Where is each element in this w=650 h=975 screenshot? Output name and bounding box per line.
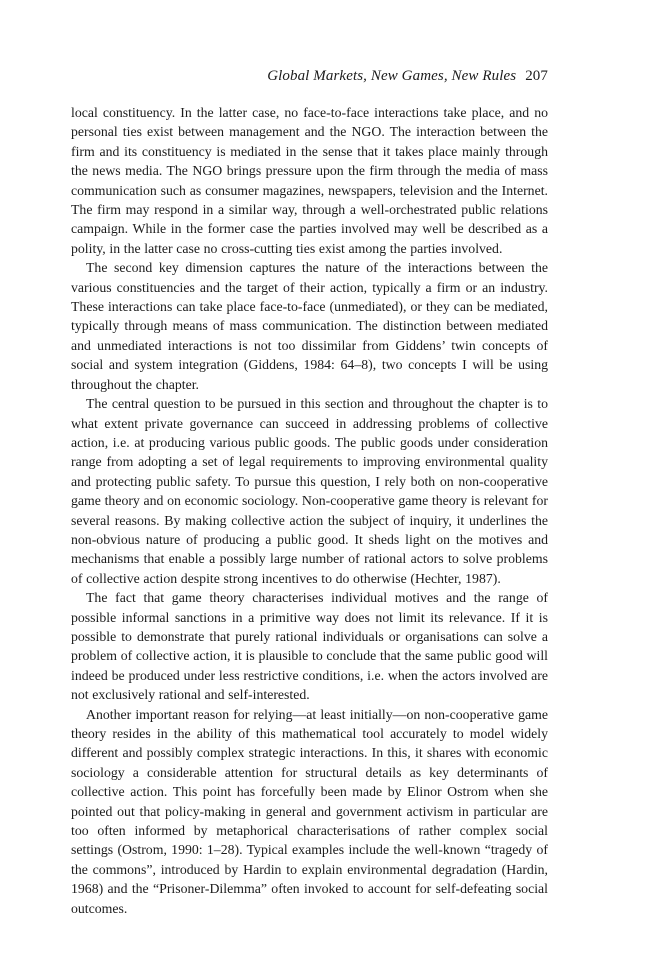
running-head — [71, 66, 548, 86]
paragraph: local constituency. In the latter case, no face-to-face interactions take place, and no personal ties exist between management and the NGO. The interaction between the firm and its constituency is mediated in the sense that it takes place mainly through the news media. The NGO brings pressure upon the firm through the media of mass communication such as consumer magazines, newspapers, television and the Internet. The firm may respond in a similar way, through a well-orchestrated public relations campaign. While in the former case the parties involved may well be described as a polity, in the latter case no cross-cutting ties exist among the parties involved. — [71, 105, 548, 256]
running-head-title: Global Markets, New Games, New Rules — [267, 68, 517, 84]
paragraph: Another important reason for relying—at least initially—on non-cooperative game theory resides in the ability of this mathematical tool accurately to model widely different and possibly complex strategic interactions. In this, it shares with economic sociology a considerable attention for structural details as key determinants of collective action. This point has forcefully been made by Elinor Ostrom when she pointed out that policy-making in general and government activism in particular are too often informed by metaphorical characterisations of rather complex social settings (Ostrom, 1990: 1–28). Typical examples include the well-known “tragedy of the commons”, introduced by Hardin to explain environmental degradation (Hardin, 1968) and the “Prisoner-Dilemma” often invoked to account for self-defeating social outcomes. — [71, 706, 548, 916]
paragraph: The central question to be pursued in this section and throughout the chapter is to what extent private governance can succeed in addressing problems of collective action, i.e. at producing various public goods. The public goods under consideration range from adopting a set of legal requirements to improving environmental quality and protecting public safety. To pursue this question, I rely both on non-cooperative game theory and on economic sociology. Non-cooperative game theory is relevant for several reasons. By making collective action the subject of inquiry, it underlines the non-obvious nature of producing a public good. It sheds light on the motives and mechanisms that enable a possibly large number of rational actors to solve problems of collective action despite strong incentives to do otherwise (Hechter, 1987). — [71, 396, 548, 586]
paragraph: The fact that game theory characterises individual motives and the range of possible informal sanctions in a primitive way does not limit its relevance. If it is possible to demonstrate that purely rational individuals or organisations can solve a problem of collective action, it is plausible to conclude that the same public good will indeed be produced under less restrictive conditions, i.e. when the actors involved are not exclusively rational and self-interested. — [71, 590, 548, 703]
page-number: 207 — [525, 68, 548, 84]
paragraph: The second key dimension captures the nature of the interactions between the various constituencies and the target of their action, typically a firm or an industry. These interactions can take place face-to-face (unmediated), or they can be mediated, typically through means of mass communication. The distinction between mediated and unmediated interactions is not too dissimilar from Giddens’ twin concepts of social and system integration (Giddens, 1984: 64–8), two concepts I will be using throughout the chapter. — [71, 260, 548, 392]
body-text — [71, 103, 548, 918]
book-page — [71, 66, 548, 918]
